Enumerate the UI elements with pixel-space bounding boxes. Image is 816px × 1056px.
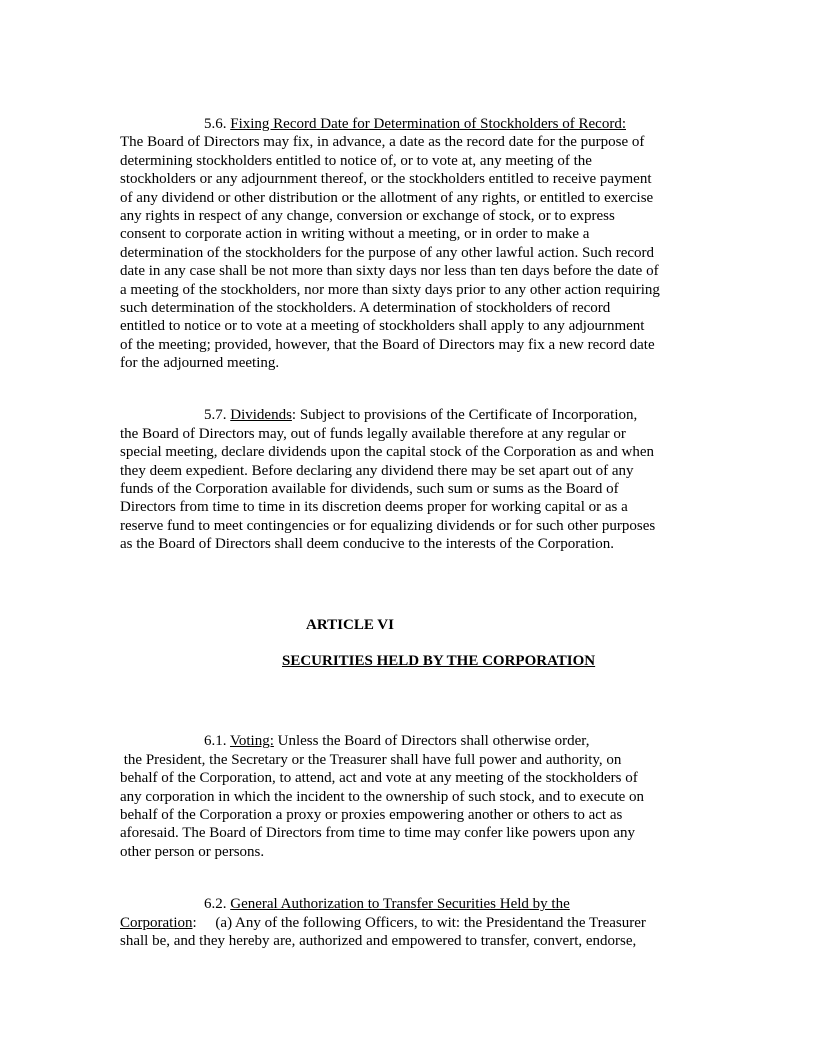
- body-line: The Board of Directors may fix, in advance, a date as the record date for the purpose of: [120, 134, 645, 151]
- spacer: [120, 670, 700, 732]
- section-5-7: [120, 406, 700, 553]
- body-line: other person or persons.: [120, 843, 265, 860]
- body-line: entitled to notice or to vote at a meeting of stockholders shall apply to any adjournment: [120, 318, 645, 335]
- body-line: the President, the Secretary or the Treasurer shall have full power and authority, on: [120, 751, 622, 768]
- section-5-6: [120, 115, 700, 372]
- spacer: [120, 861, 700, 895]
- body-line: a meeting of the stockholders, nor more than sixty days prior to any other action requiring: [120, 281, 660, 298]
- document-page: [120, 115, 700, 950]
- body-line: aforesaid. The Board of Directors from time to time may confer like powers upon any: [120, 825, 635, 842]
- section-5-7-heading-line: [120, 406, 700, 424]
- spacer: [120, 372, 700, 406]
- body-line: consent to corporate action in writing without a meeting, or in order to make a: [120, 226, 590, 243]
- section-heading: General Authorization to Transfer Securities Held by the: [230, 896, 570, 913]
- body-line: for the adjourned meeting.: [120, 355, 280, 372]
- spacer: [120, 634, 700, 652]
- body-line: shall be, and they hereby are, authorized and empowered to transfer, convert, endorse,: [120, 932, 637, 949]
- body-line: of any dividend or other distribution or the allotment of any rights, or entitled to exercise: [120, 189, 654, 206]
- body-line: determining stockholders entitled to notice of, or to vote at, any meeting of the: [120, 152, 592, 169]
- body-text: : Subject to provisions of the Certificate of Incorporation,: [291, 407, 638, 424]
- body-line: as the Board of Directors shall deem conducive to the interests of the Corporation.: [120, 536, 615, 553]
- body-line: determination of the stockholders for the purpose of any other lawful action. Such record: [120, 244, 655, 261]
- section-heading: Fixing Record Date for Determination of Stockholders of Record:: [230, 116, 626, 132]
- article-header: [120, 616, 700, 671]
- section-heading: Voting:: [229, 733, 274, 750]
- body-line: funds of the Corporation available for dividends, such sum or sums as the Board of: [120, 481, 619, 498]
- section-6-1-heading-line: [120, 732, 700, 750]
- body-line: of the meeting; provided, however, that the Board of Directors may fix a new record date: [120, 336, 655, 353]
- spacer: [120, 554, 700, 616]
- body-line: Directors from time to time in its discretion deems proper for working capital or as a: [120, 499, 628, 516]
- body-line: such determination of the stockholders. A determination of stockholders of record: [120, 299, 611, 316]
- body-line: behalf of the Corporation, to attend, act and vote at any meeting of the stockholders of: [120, 770, 638, 787]
- body-text: Unless the Board of Directors shall otherwise order,: [273, 733, 590, 750]
- section-6-1: [120, 732, 700, 861]
- article-title: ARTICLE VI: [306, 616, 394, 633]
- section-heading: Dividends: [230, 407, 292, 424]
- section-6-2-heading-line: [120, 895, 700, 913]
- section-number: 6.2.: [204, 896, 231, 913]
- body-line: date in any case shall be not more than sixty days nor less than ten days before the date of: [120, 263, 659, 280]
- body-line: stockholders or any adjournment thereof, or the stockholders entitled to receive payment: [120, 171, 652, 188]
- body-line: special meeting, declare dividends upon the capital stock of the Corporation as and when: [120, 444, 655, 461]
- article-subtitle: SECURITIES HELD BY THE CORPORATION: [282, 652, 596, 669]
- section-number: 5.6.: [204, 116, 231, 132]
- section-heading-continued: Corporation: [120, 914, 193, 931]
- body-line: reserve fund to meet contingencies or for equalizing dividends or for such other purposes: [120, 517, 656, 534]
- body-line: behalf of the Corporation a proxy or proxies empowering another or others to act as: [120, 806, 623, 823]
- section-5-6-heading-line: [120, 115, 700, 133]
- body-text: : (a) Any of the following Officers, to wit: the Presidentand the Treasurer: [192, 914, 646, 931]
- section-number: 6.1.: [204, 733, 230, 750]
- section-6-2: [120, 895, 700, 950]
- body-line: the Board of Directors may, out of funds legally available therefore at any regular or: [120, 425, 626, 442]
- body-line: they deem expedient. Before declaring any dividend there may be set apart out of any: [120, 462, 634, 479]
- section-6-2-second-line: [120, 914, 700, 932]
- body-line: any corporation in which the incident to the ownership of such stock, and to execute on: [120, 788, 645, 805]
- section-number: 5.7.: [204, 407, 231, 424]
- body-line: any rights in respect of any change, conversion or exchange of stock, or to express: [120, 207, 615, 224]
